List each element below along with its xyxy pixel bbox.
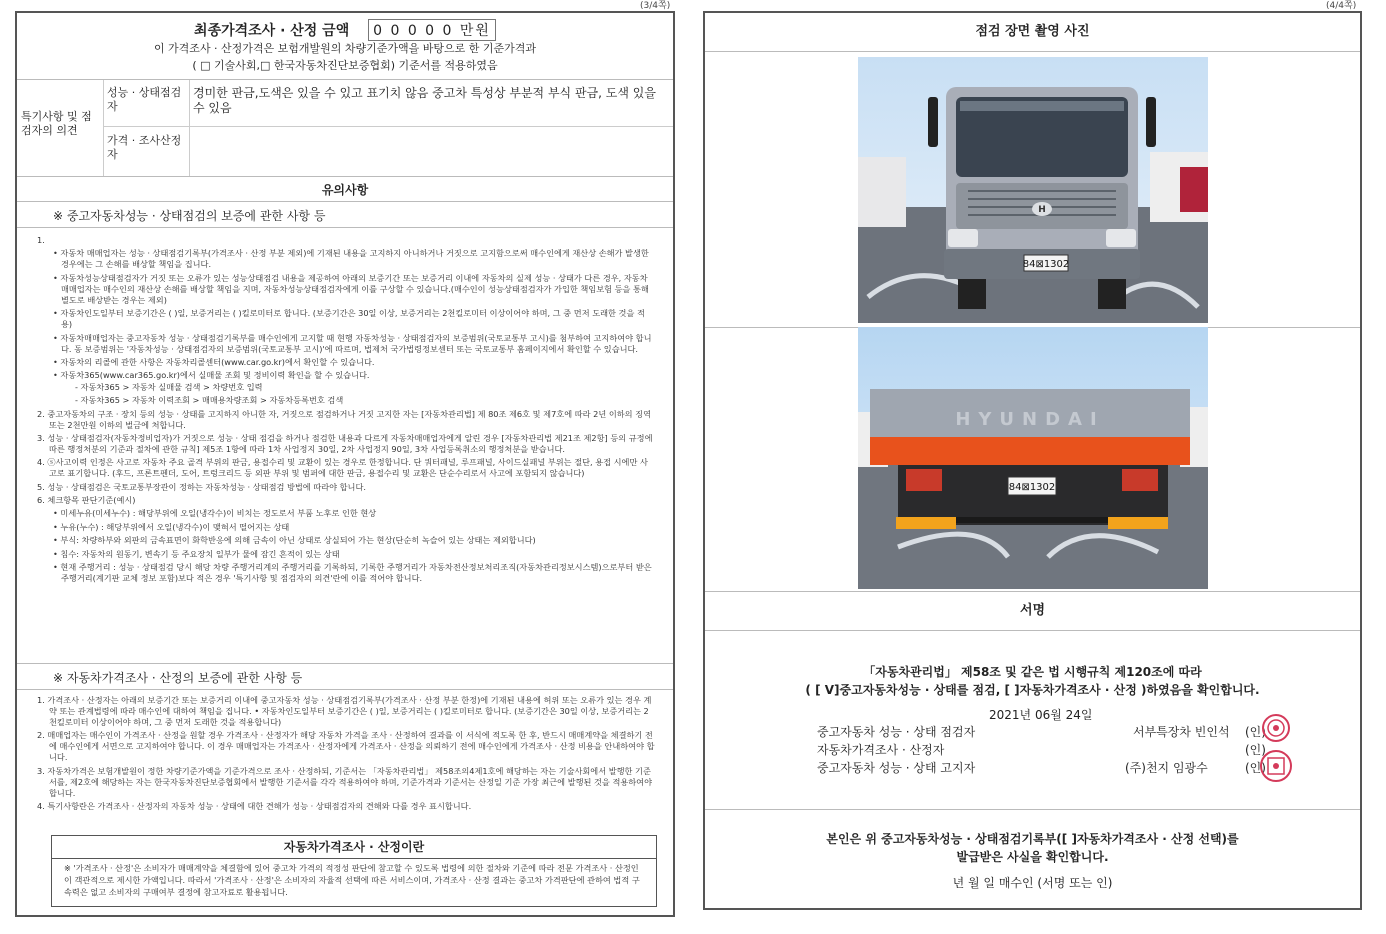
remarks-label: 특기사항 및 점검자의 의견: [21, 110, 92, 137]
definition-box: [51, 835, 657, 907]
list-item: 2. 중고자동차의 구조 · 장치 등의 성능 · 상태를 고지하지 아니한 자, 거짓으로 점검하거나 거짓 고지한 자는 [자동차관리법] 제 80조 제6호 및 제7호에 따라 2년 이하의 징역 또는 2천만원 이하의 벌금에 처합니다.: [37, 408, 651, 430]
list-item: - 자동차365 > 자동차 실매물 검색 > 차량번호 입력: [75, 381, 263, 392]
notice-title: 유의사항: [17, 179, 673, 202]
signer-role-3: 중고자동차 성능 · 상태 고지자: [817, 761, 976, 775]
signature-section-title: 서명: [705, 591, 1360, 631]
section1-list: [35, 235, 655, 586]
rear-plate-text: 84⊠1302: [1008, 482, 1056, 493]
inspector-opinion: 경미한 판금,도색은 있을 수 있고 표기치 않음 중고차 특성상 부분적 부식 판금, 도색 있을 수 있음: [193, 86, 656, 115]
signer-role-1: 중고자동차 성능 · 상태 점검자: [817, 725, 976, 739]
signer-name-3: (주)천지 임광수: [1125, 761, 1208, 775]
list-item: 3. 성능 · 상태점검자(자동차정비업자)가 거짓으로 성능 · 상태 점검을 하거나 점검한 내용과 다르게 자동차매매업자에게 알린 경우 [자동차관리법 제21조 제2항] 등의 규정에 따른 행정처분의 기준과 절차에 관한 규칙] 제5조 1항에 따라 1차 사업정지 30일, 2차 사업정지 90일, 3차 사업등록취소의 행정처분을 받습니다.: [37, 432, 653, 454]
statement-line-2: ( [ V]중고자동차성능 · 상태를 점검, [ ]자동차가격조사 · 산정 )하였음을 확인합니다.: [805, 683, 1260, 697]
list-item: 1. 가격조사 · 산정자는 아래의 보증기간 또는 보증거리 이내에 중고자동차 성능 · 상태점검기록부(가격조사 · 산정 부분 한정)에 기재된 내용에 허위 또는 오류가 있는 경우 계약 또는 관계법령에 따라 매수인에 대하여 책임을 집니다. • 자동차인도일부터 보증기간은 ( )일, 보증거리는 ( )킬로미터로 합니다. (보증기간은 30일 이상, 보증거리는 2천킬로미터 이상이어야 하며, 그 중 먼저 도래한 것을 적용합니다): [37, 695, 652, 727]
list-item: 4. 특기사항란은 가격조사 · 산정자의 자동차 성능 · 상태에 대한 견해가 성능 · 상태점검자의 견해와 다를 경우 표시합니다.: [37, 801, 472, 812]
list-item: 5. 성능 · 상태점검은 국토교통부장관이 정하는 자동차성능 · 상태점검 방법에 따라야 합니다.: [37, 481, 366, 492]
statement-line-1: 「자동차관리법」 제58조 및 같은 법 시행규칙 제120조에 따라: [863, 665, 1202, 679]
front-plate-text: 84⊠1302: [1022, 259, 1070, 270]
signer-seal-1: (인): [1245, 725, 1266, 739]
final-price-note-1: 이 가격조사 · 산정가격은 보험개발원의 차량기준가액을 바탕으로 한 기준가격과: [153, 42, 537, 55]
list-item: • 자동차인도일부터 보증기간은 ( )일, 보증거리는 ( )킬로미터로 합니다. (보증기간은 30일 이상, 보증거리는 2천킬로미터 이상이어야 하며, 그 중 먼저 도래한 것을 적용): [53, 308, 645, 330]
list-item: • 누유(누수) : 해당부위에서 오일(냉각수)이 맺혀서 떨어지는 상태: [53, 521, 290, 532]
final-price-note-2: ( □ 기술사회,□ 한국자동차진단보증협회) 기준서를 적용하였음: [192, 59, 498, 72]
photo-section-title: 점검 장면 촬영 사진: [705, 13, 1360, 52]
left-page-number: (3/4쪽): [640, 1, 671, 11]
section1-heading: ※ 중고자동차성능 · 상태점검의 보증에 관한 사항 등: [53, 209, 326, 223]
signer-seal-2: (인): [1245, 743, 1266, 757]
stamp-seal-1: [1261, 713, 1291, 743]
list-item: 3. 자동차가격은 보험개발원이 정한 차량기준가액을 기준가격으로 조사 · 산정하되, 기준서는 「자동차관리법」 제58조의4제1호에 해당하는 자는 기술사회에서 발행한 기준서를, 제2호에 해당하는 자는 한국자동차진단보증협회에서 발행한 기준서를 각각 적용하여야 하며, 기준가격과 기준서는 산정일 기준 가장 최근에 발행된 것을 적용하여야 합니다.: [37, 765, 652, 798]
list-item: 4. ⓢ사고이력 인정은 사고로 자동차 주요 골격 부위의 판금, 용접수리 및 교환이 있는 경우로 한정합니다. 단 쿼터패널, 루프패널, 사이드실패널 부위는 절단, 용접 시에만 사고로 표기합니다. (후드, 프론트펜더, 도어, 트렁크리드 등 외판 부위 및 범퍼에 대한 판금, 용접수리 및 교환은 단순수리로서 사고에 포함되지 않습니다): [37, 457, 648, 479]
right-page: [703, 11, 1362, 910]
signer-seal-3: (인): [1245, 761, 1266, 775]
list-item: • 자동차매매업자는 중고자동차 성능 · 상태점검기록부를 매수인에게 고지할 때 현행 자동차성능 · 상태점검자의 보증범위(국토교통부 고시)를 첨부하여 고지하여야 합니다. 동 보증범위는 '자동차성능 · 상태점검자의 보증범위(국토교통부 고시)'에 따르며, 법제처 국가법령정보센터 또는 국토교통부 홈페이지에서 확인할 수 있습니다.: [53, 332, 652, 354]
list-item: 6. 체크항목 판단기준(예시): [37, 495, 136, 506]
definition-text: ※ '가격조사 · 산정'은 소비자가 매매계약을 체결함에 있어 중고차 가격의 적정성 판단에 참고할 수 있도록 법령에 의한 절차와 기준에 따라 전문 가격조사 · 산정인이 객관적으로 제시한 가액입니다. 따라서 '가격조사 · 산정'은 소비자의 자율적 선택에 따른 서비스이며, 가격조사 · 산정 결과는 중고차 가격판단에 관하여 법적 구속력은 없고 소비자의 구매여부 결정에 참고자료로 활용됩니다.: [64, 863, 640, 897]
signer-role-2: 자동차가격조사 · 산정자: [817, 743, 945, 757]
remarks-table: [17, 79, 673, 177]
list-item: • 자동차성능상태점검자가 거짓 또는 오류가 있는 성능상태점검 내용을 제공하여 아래의 보증기간 또는 보증거리 이내에 자동차의 실제 성능 · 상태가 다른 경우, 자동차매매업자는 매수인의 재산상 손해를 배상할 책임을 지며, 자동차성능상태점검자에게 이를 구상할 수 있습니다.(매수인이 성능상태점검자가 가입한 책임보험 등을 통해 별도로 배상받는 경우는 제외): [53, 272, 649, 305]
svg-text:H: H: [1038, 205, 1046, 215]
tailgate-lettering: HYUNDAI: [955, 409, 1105, 430]
rear-truck-photo: [858, 327, 1208, 589]
front-truck-image: [858, 57, 1208, 323]
list-item: • 자동차의 리콜에 관한 사항은 자동차리콜센터(www.car.go.kr)에서 확인할 수 있습니다.: [53, 356, 375, 367]
confirm-line-2: 발급받은 사실을 확인합니다.: [956, 850, 1109, 864]
left-page: [15, 11, 675, 917]
section2-heading: ※ 자동차가격조사 · 산정의 보증에 관한 사항 등: [53, 671, 303, 685]
list-item: - 자동차365 > 자동차 이력조회 > 매매용차량조회 > 자동차등록번호 검색: [75, 395, 344, 406]
final-price-value: 0 0 0 0 0 만원: [368, 19, 496, 41]
final-price-title: 최종가격조사 · 산정 금액: [194, 23, 350, 39]
inspector-label: 성능 · 상태점검자: [107, 86, 182, 113]
list-item: • 미세누유(미세누수) : 해당부위에 오일(냉각수)이 비치는 정도로서 부품 노후로 인한 현상: [53, 508, 377, 519]
list-item: • 자동차 매매업자는 성능 · 상태점검기록부(가격조사 · 산정 부분 제외)에 기재된 내용을 고지하지 아니하거나 거짓으로 고지함으로써 매수인에게 재산상 손해가 발생한 경우에는 그 손해를 배상할 책임을 집니다.: [53, 248, 649, 270]
signature-date: 2021년 06월 24일: [989, 708, 1093, 722]
front-truck-photo: [858, 57, 1208, 323]
section2-list: [35, 695, 655, 815]
signer-name-1: 서부특장차 빈인석: [1133, 725, 1230, 739]
confirm-line-1: 본인은 위 중고자동차성능 · 상태점검기록부([ ]자동차가격조사 · 산정 선택)를: [826, 832, 1239, 846]
appraiser-label: 가격 · 조사산정자: [107, 134, 182, 161]
buyer-confirmation: [705, 809, 1360, 910]
list-item: • 자동차365(www.car365.go.kr)에서 실매물 조회 및 정비이력 확인을 할 수 있습니다.: [53, 370, 370, 381]
right-page-number: (4/4쪽): [1326, 1, 1357, 11]
list-item: • 현재 주행거리 : 성능 · 상태점검 당시 해당 차량 주행거리계의 주행거리를 기록하되, 기록한 주행거리가 자동차전산정보처리조직(자동차관리정보시스템)으로부터 받은 주행거리(계기판 교체 정보 포함)보다 적은 경우 '특기사항 및 점검자의 의견'란에 이를 적어야 합니다.: [53, 562, 652, 584]
buyer-signature-line: 년 월 일 매수인 (서명 또는 인): [952, 876, 1113, 890]
rear-truck-image: [858, 327, 1208, 589]
list-item: • 부식: 차량하부와 외판의 금속표면이 화학반응에 의해 금속이 아닌 상태로 상실되어 가는 현상(단순히 녹슬어 있는 상태는 제외합니다): [53, 535, 536, 546]
stamp-seal-3: [1259, 749, 1289, 779]
definition-title: 자동차가격조사 · 산정이란: [52, 836, 656, 859]
list-item: 2. 매매업자는 매수인이 가격조사 · 산정을 원할 경우 가격조사 · 산정자가 해당 자동차 가격을 조사 · 산정하여 결과를 이 서식에 적도록 한 후, 반드시 매매계약을 체결하기 전에 매수인에게 서면으로 고지하여야 합니다. 이 경우 매매업자는 가격조사 · 산정자에게 가격조사 · 산정을 의뢰하기 전에 매수인에게 가격조사 · 산정 비용을 안내하여야 합니다.: [37, 730, 655, 763]
list-item: • 침수: 자동차의 원동기, 변속기 등 주요장치 일부가 물에 잠긴 흔적이 있는 상태: [53, 548, 340, 559]
list-item: 1.: [37, 235, 45, 245]
